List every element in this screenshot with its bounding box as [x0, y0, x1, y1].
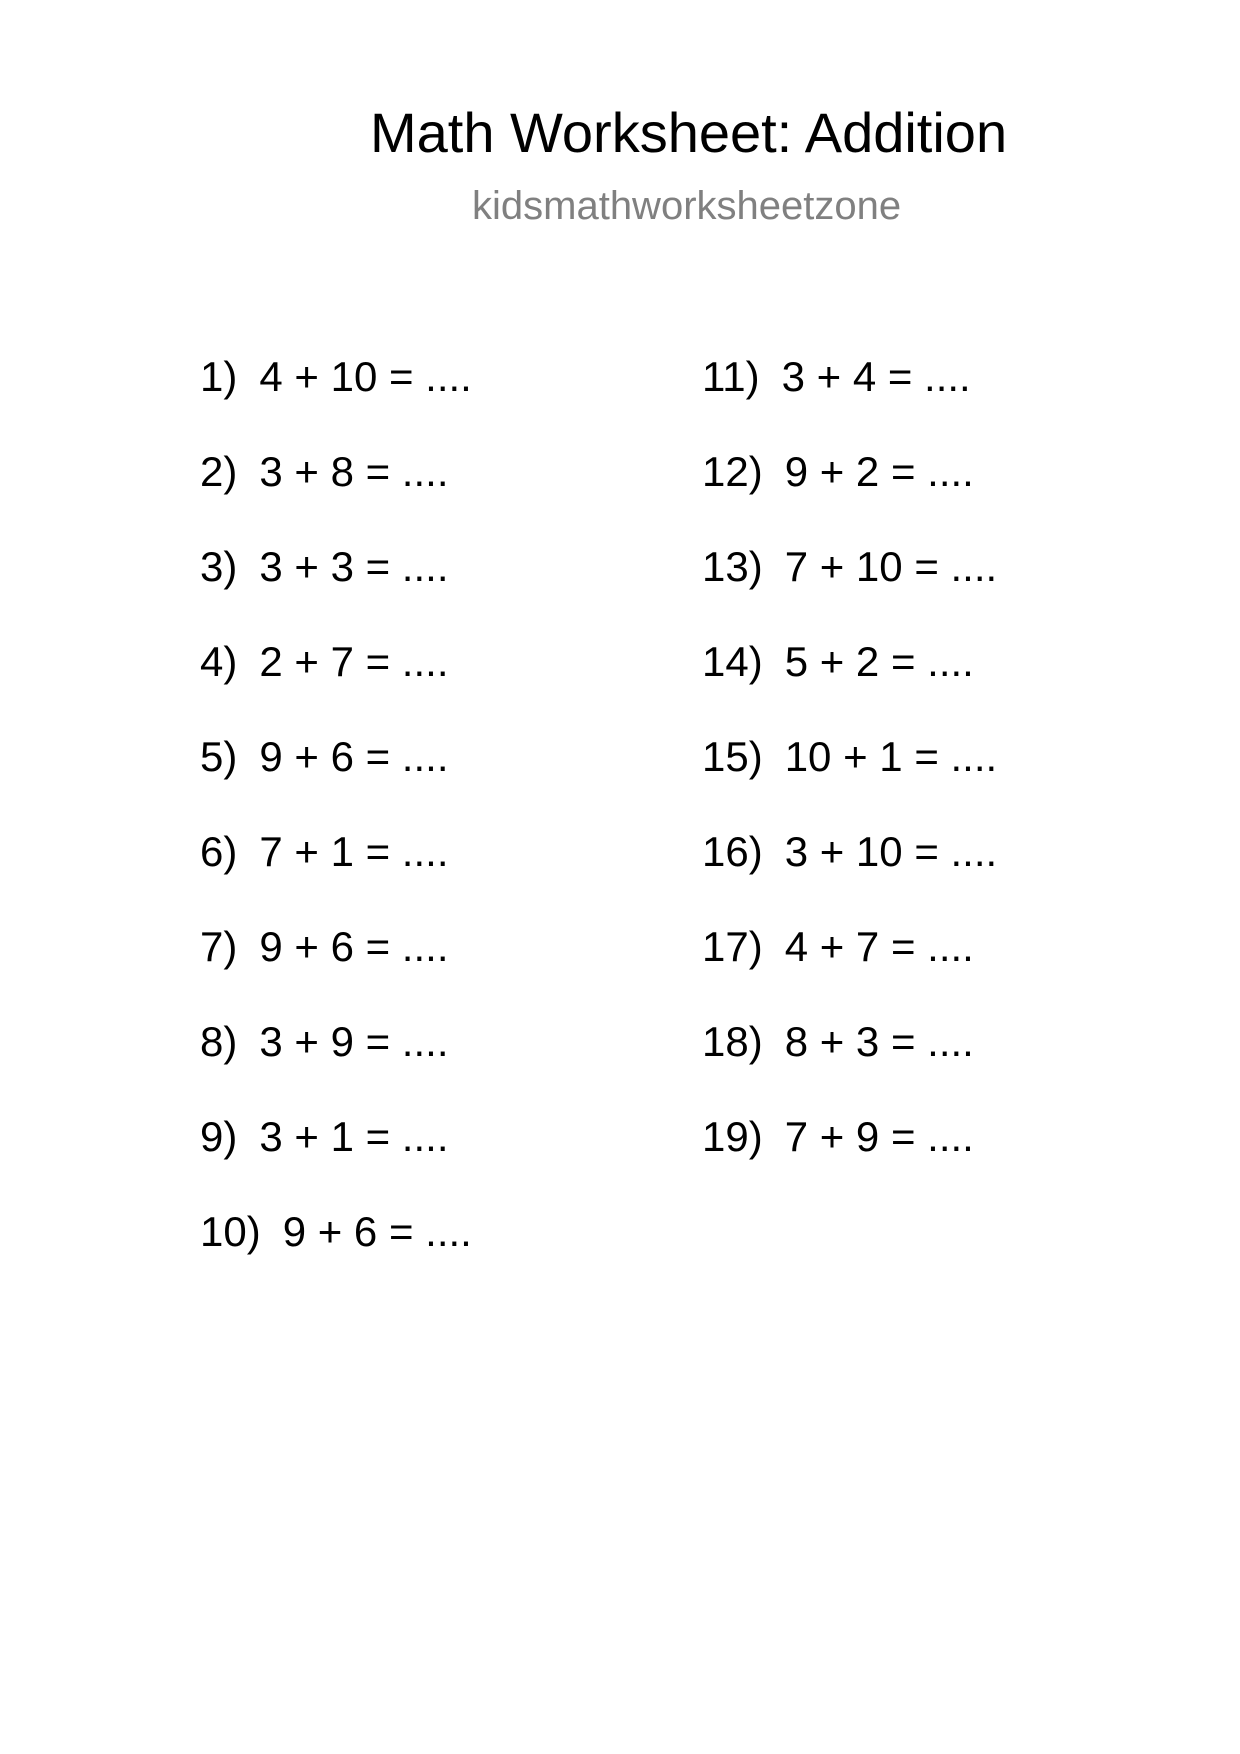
problem-number: 19) — [702, 1113, 763, 1160]
problem-number: 10) — [200, 1208, 261, 1255]
problem-expression: 5 + 2 = .... — [784, 638, 974, 685]
problem-number: 1) — [200, 353, 238, 400]
problem-expression: 7 + 10 = .... — [784, 543, 998, 590]
problem-expression: 3 + 3 = .... — [259, 543, 449, 590]
problem-expression: 8 + 3 = .... — [784, 1018, 974, 1065]
problem-number: 18) — [702, 1018, 763, 1065]
problem-5 — [200, 730, 472, 825]
problem-number: 15) — [702, 733, 763, 780]
problem-number: 7) — [200, 923, 238, 970]
problem-number: 11) — [702, 353, 760, 400]
problem-number: 13) — [702, 543, 763, 590]
problem-15 — [702, 730, 997, 825]
problem-2 — [200, 445, 472, 540]
problem-1 — [200, 350, 472, 445]
problem-13 — [702, 540, 997, 635]
problem-expression: 3 + 10 = .... — [784, 828, 998, 875]
page-title: Math Worksheet: Addition — [370, 101, 1008, 164]
problem-number: 12) — [702, 448, 763, 495]
problem-8 — [200, 1015, 472, 1110]
problem-12 — [702, 445, 997, 540]
problem-number: 2) — [200, 448, 238, 495]
problem-18 — [702, 1015, 997, 1110]
problem-number: 6) — [200, 828, 238, 875]
problem-expression: 7 + 9 = .... — [784, 1113, 974, 1160]
page-subtitle: kidsmathworksheetzone — [472, 184, 902, 228]
problem-expression: 10 + 1 = .... — [784, 733, 998, 780]
problem-expression: 9 + 6 = .... — [259, 733, 449, 780]
problem-17 — [702, 920, 997, 1015]
problem-9 — [200, 1110, 472, 1205]
problem-7 — [200, 920, 472, 1015]
problem-expression: 2 + 7 = .... — [259, 638, 449, 685]
problem-11 — [702, 350, 997, 445]
problem-number: 14) — [702, 638, 763, 685]
problem-expression: 9 + 6 = .... — [282, 1208, 472, 1255]
problem-expression: 3 + 1 = .... — [259, 1113, 449, 1160]
problem-number: 4) — [200, 638, 238, 685]
problem-expression: 4 + 7 = .... — [784, 923, 974, 970]
problem-number: 17) — [702, 923, 763, 970]
problem-expression: 7 + 1 = .... — [259, 828, 449, 875]
problem-expression: 4 + 10 = .... — [259, 353, 472, 400]
problem-number: 3) — [200, 543, 238, 590]
problem-number: 16) — [702, 828, 763, 875]
problem-number: 8) — [200, 1018, 238, 1065]
problem-10 — [200, 1205, 472, 1300]
problem-14 — [702, 635, 997, 730]
problem-number: 9) — [200, 1113, 238, 1160]
problem-number: 5) — [200, 733, 238, 780]
problems-right-column — [702, 350, 997, 1205]
problem-16 — [702, 825, 997, 920]
problems-left-column — [200, 350, 472, 1300]
problem-3 — [200, 540, 472, 635]
problem-4 — [200, 635, 472, 730]
problem-expression: 3 + 8 = .... — [259, 448, 449, 495]
problem-expression: 3 + 9 = .... — [259, 1018, 449, 1065]
problem-19 — [702, 1110, 997, 1205]
problem-expression: 3 + 4 = .... — [781, 353, 971, 400]
problem-6 — [200, 825, 472, 920]
problem-expression: 9 + 2 = .... — [784, 448, 974, 495]
problem-expression: 9 + 6 = .... — [259, 923, 449, 970]
